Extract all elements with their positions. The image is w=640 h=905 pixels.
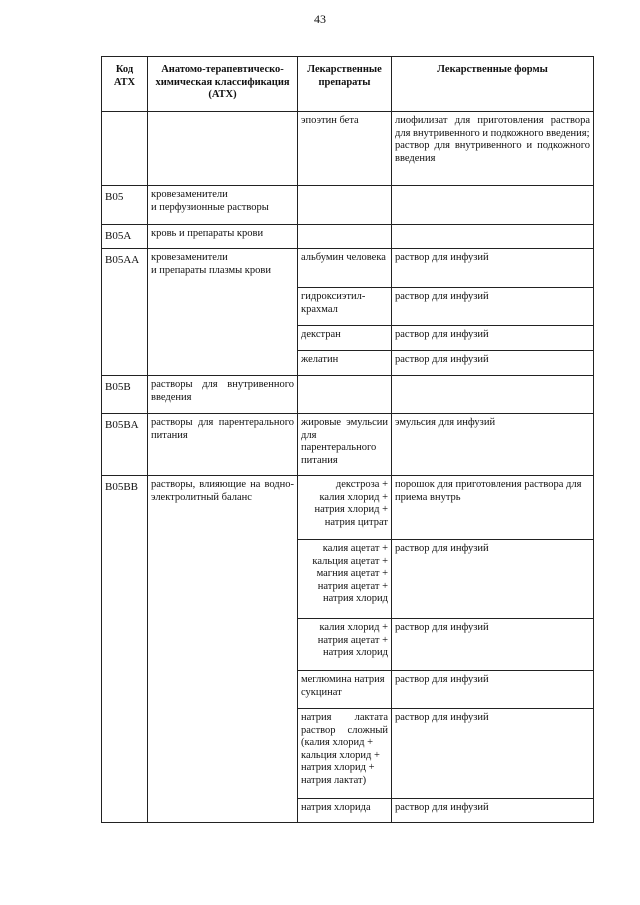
cell-drug: натрия лактата раствор сложный (калия хлорид + кальция хлорид + натрия хлорид + натрия лактат) — [298, 709, 392, 799]
cell-form: раствор для инфузий — [392, 709, 594, 799]
cell-form: раствор для инфузий — [392, 249, 594, 288]
cell-form: раствор для инфузий — [392, 619, 594, 671]
cell-class: кровь и препараты крови — [148, 225, 298, 249]
cell-drug: желатин — [298, 351, 392, 376]
cell-form: раствор для инфузий — [392, 540, 594, 619]
cell-class: кровезаменители и перфузионные растворы — [148, 186, 298, 225]
cell-code: B05 — [102, 186, 148, 225]
cell-class — [148, 351, 298, 376]
atx-drug-table — [101, 56, 594, 823]
table-row — [102, 709, 594, 799]
cell-code: B05BB — [102, 476, 148, 540]
cell-drug: декстроза + калия хлорид + натрия хлорид + натрия цитрат — [298, 476, 392, 540]
cell-code — [102, 799, 148, 823]
cell-drug: декстран — [298, 326, 392, 351]
cell-form: раствор для инфузий — [392, 326, 594, 351]
cell-drug — [298, 186, 392, 225]
cell-drug — [298, 225, 392, 249]
cell-code — [102, 288, 148, 326]
cell-class: растворы для парентерального питания — [148, 414, 298, 476]
cell-code: B05B — [102, 376, 148, 414]
cell-class — [148, 799, 298, 823]
cell-form: раствор для инфузий — [392, 288, 594, 326]
cell-form: эмульсия для инфузий — [392, 414, 594, 476]
table-row — [102, 186, 594, 225]
cell-code — [102, 326, 148, 351]
cell-form: раствор для инфузий — [392, 671, 594, 709]
cell-code — [102, 619, 148, 671]
cell-code — [102, 709, 148, 799]
header-drugs: Лекарственные препараты — [298, 57, 392, 112]
cell-drug: эпоэтин бета — [298, 112, 392, 186]
cell-code: B05BA — [102, 414, 148, 476]
cell-class: растворы, влияющие на водно-электролитный баланс — [148, 476, 298, 540]
cell-class — [148, 540, 298, 619]
cell-form — [392, 186, 594, 225]
cell-drug: жировые эмульсии для парентерального питания — [298, 414, 392, 476]
table-row — [102, 351, 594, 376]
cell-form: лиофилизат для приготовления раствора для внутривенного и подкожного введения; раствор для внутривенного и подкожного введения — [392, 112, 594, 186]
table-row — [102, 671, 594, 709]
table-row — [102, 619, 594, 671]
cell-class: кровезаменители и препараты плазмы крови — [148, 249, 298, 288]
cell-class: растворы для внутривенного введения — [148, 376, 298, 414]
cell-code: B05AA — [102, 249, 148, 288]
table-row — [102, 249, 594, 288]
cell-drug: альбумин человека — [298, 249, 392, 288]
table-row — [102, 326, 594, 351]
cell-code — [102, 671, 148, 709]
cell-form: порошок для приготовления раствора для приема внутрь — [392, 476, 594, 540]
cell-drug: меглюмина натрия сукцинат — [298, 671, 392, 709]
cell-code — [102, 112, 148, 186]
cell-code — [102, 351, 148, 376]
cell-class — [148, 112, 298, 186]
table-row — [102, 288, 594, 326]
table-row — [102, 799, 594, 823]
cell-form: раствор для инфузий — [392, 799, 594, 823]
cell-form — [392, 225, 594, 249]
header-classification: Анатомо-терапевтическо-химическая классификация (АТХ) — [148, 57, 298, 112]
cell-class — [148, 326, 298, 351]
table-header-row — [102, 57, 594, 112]
cell-drug: гидроксиэтил- крахмал — [298, 288, 392, 326]
cell-drug: натрия хлорида — [298, 799, 392, 823]
table-row — [102, 376, 594, 414]
cell-code: B05A — [102, 225, 148, 249]
header-code: Код АТХ — [102, 57, 148, 112]
page-number: 43 — [314, 12, 326, 26]
table-row — [102, 540, 594, 619]
header-forms: Лекарственные формы — [392, 57, 594, 112]
cell-class — [148, 671, 298, 709]
table-row — [102, 112, 594, 186]
cell-drug: калия хлорид + натрия ацетат + натрия хлорид — [298, 619, 392, 671]
table-row — [102, 476, 594, 540]
table-row — [102, 414, 594, 476]
cell-form: раствор для инфузий — [392, 351, 594, 376]
cell-code — [102, 540, 148, 619]
cell-class — [148, 288, 298, 326]
cell-drug: калия ацетат + кальция ацетат + магния ацетат + натрия ацетат + натрия хлорид — [298, 540, 392, 619]
cell-drug — [298, 376, 392, 414]
table-row — [102, 225, 594, 249]
cell-class — [148, 709, 298, 799]
cell-class — [148, 619, 298, 671]
cell-form — [392, 376, 594, 414]
